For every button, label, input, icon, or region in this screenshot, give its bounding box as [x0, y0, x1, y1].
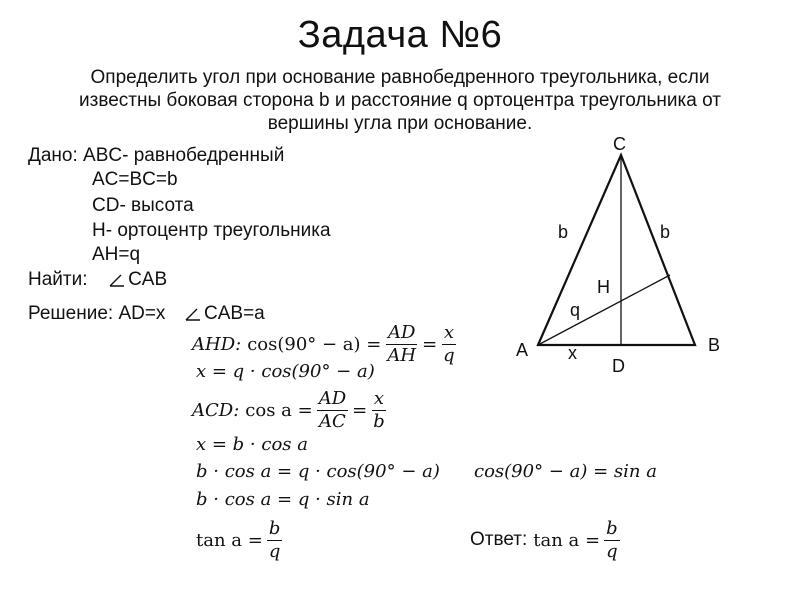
equation-4: x = b · cos a: [196, 433, 308, 455]
equation-1: AHD: cos(90° − a) = $\frac{AD}{AH}$ = $\frac{x}{q}$: [192, 321, 455, 366]
eq1-fraction-ad-ah: $\frac{AD}{AH}$: [387, 321, 417, 366]
equation-5: b · cos a = q · cos(90° − a): [196, 460, 440, 482]
label-side-b-left: b: [558, 222, 569, 242]
problem-statement: [20, 66, 780, 135]
label-b: B: [708, 335, 721, 355]
label-c: C: [613, 134, 626, 154]
find-target: CAB: [128, 269, 168, 290]
eq1-cos: cos(90° − a) =: [247, 333, 382, 355]
problem-line-1: Определить угол при основание равнобедренного треугольника, если: [90, 67, 710, 88]
eq3-cos: cos a =: [245, 399, 313, 421]
equation-2: x = q · cos(90° − a): [196, 360, 375, 382]
equation-6: b · cos a = q · sin a: [196, 488, 370, 510]
given-item: AC=BC=b: [92, 169, 178, 190]
eq1-fraction-x-q: $\frac{x}{q}$: [443, 321, 455, 366]
find-label: Найти:: [28, 269, 88, 290]
eq7-lhs: tan a =: [196, 529, 263, 551]
problem-line-2: известны боковая сторона b и расстояние q ортоцентра треугольника от: [79, 90, 721, 111]
eq7-fraction-b-q: $\frac{b}{q}$: [268, 517, 281, 562]
answer-label: Ответ:: [470, 529, 528, 550]
equation-7: [196, 514, 286, 566]
equation-5-side: cos(90° − a) = sin a: [474, 460, 657, 482]
page-title: Задача №6: [297, 14, 503, 56]
eq1-prefix: AHD:: [192, 333, 242, 355]
answer-lhs: tan a =: [533, 529, 601, 551]
eq3-prefix: ACD:: [192, 399, 240, 421]
equation-3: ACD: cos a = $\frac{AD}{AC}$ = $\frac{x}{b}$: [192, 387, 385, 432]
label-side-b-right: b: [660, 222, 671, 242]
given-header: Дано: ABC- равнобедренный: [28, 145, 285, 166]
label-a: A: [516, 340, 529, 360]
given-item: AH=q: [92, 244, 141, 265]
answer-fraction-b-q: $\frac{b}{q}$: [606, 517, 618, 562]
solution-angle: CAB=a: [204, 303, 265, 324]
solution-label: Решение: AD=x: [28, 303, 166, 324]
eq3-fraction-ad-ac: $\frac{AD}{AC}$: [318, 387, 347, 432]
answer: [470, 514, 624, 566]
find-row: [28, 268, 167, 292]
eq3-fraction-x-b: $\frac{x}{b}$: [373, 387, 385, 432]
label-d: D: [612, 356, 625, 376]
given-item: CD- высота: [92, 195, 194, 216]
triangle-abc: [538, 155, 695, 345]
label-q: q: [570, 300, 581, 320]
given-item: H- ортоцентр треугольника: [92, 220, 331, 241]
label-h: H: [597, 277, 610, 297]
angle-icon: [108, 273, 126, 287]
label-x: x: [568, 343, 577, 363]
problem-line-3: вершины угла при основание.: [267, 113, 533, 134]
triangle-diagram: [500, 130, 740, 380]
